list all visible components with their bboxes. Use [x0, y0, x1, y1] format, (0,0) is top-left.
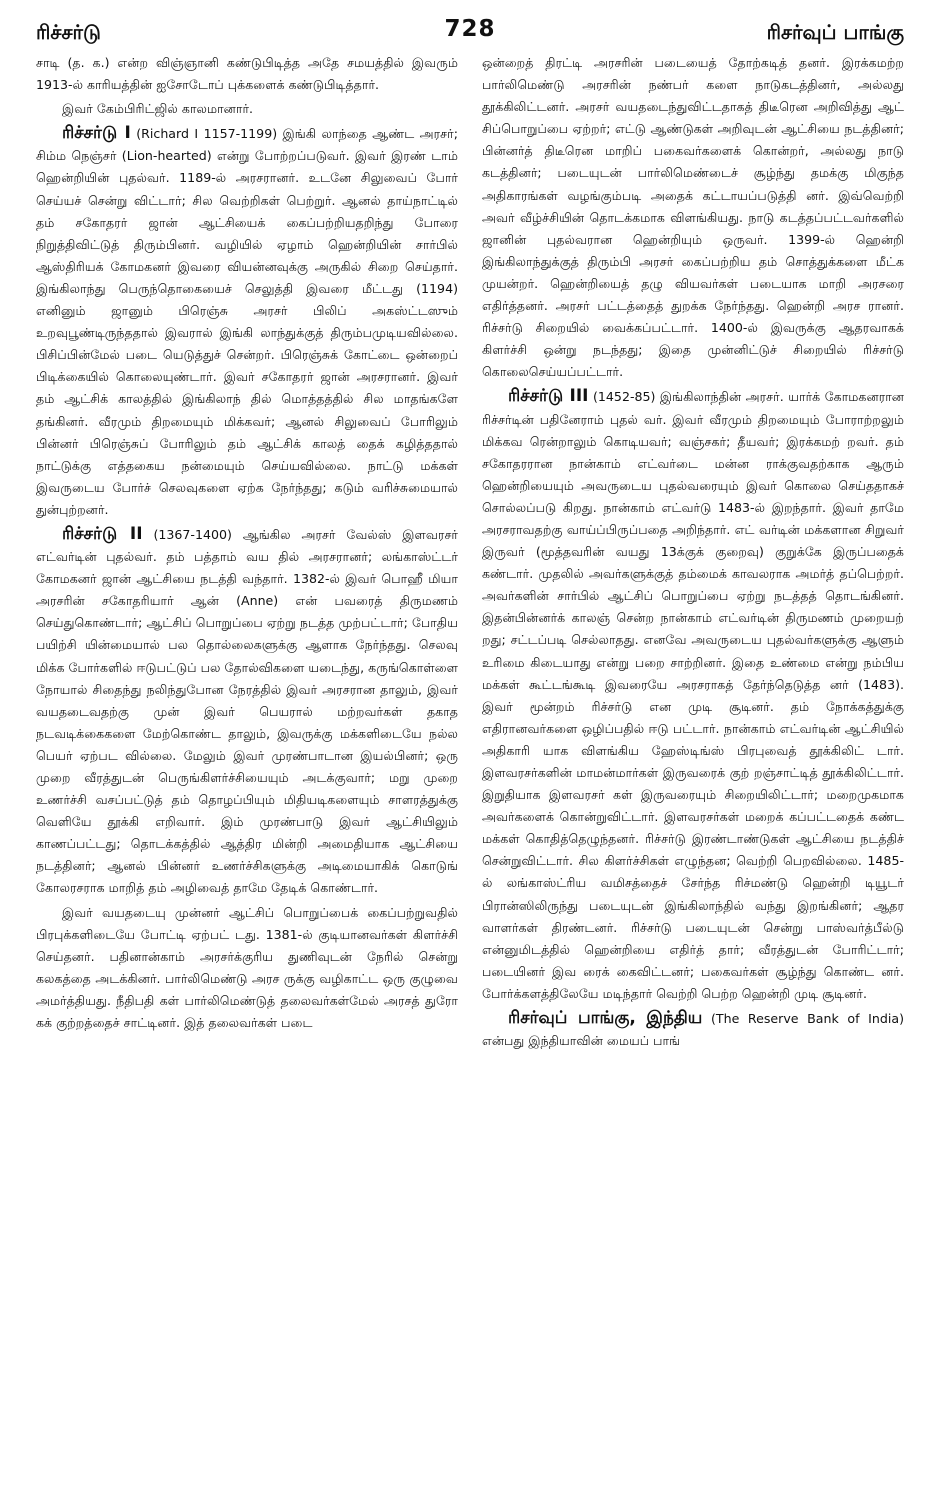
- left-column: [36, 52, 458, 1477]
- text-paragraph: [36, 98, 458, 120]
- entry-text: சாடி (த. க.) என்ற விஞ்ஞானி கண்டுபிடித்த அதே சமயத்தில் இவரும் 1913-ல் காரியத்தின் ஐசோடோப் புக்களைக் கண்டுபிடித்தார்.: [36, 55, 458, 93]
- page-header: [36, 14, 904, 54]
- entry-paragraph: [36, 523, 458, 900]
- entry-text: இவர் கேம்பிரிட்ஜில் காலமானார்.: [62, 101, 254, 117]
- entry-headword: ரிசர்வுப் பாங்கு, இந்திய: [508, 1008, 703, 1029]
- entry-text: (Richard I 1157-1199) இங்கி லாந்தை ஆண்ட அரசர்; சிம்ம நெஞ்சர் (Lion-hearted) என்று போற்றப்படுவர். இவர் இரண் டாம் ஹென்றியின் புதல்வர். 1189-ல் அரசரானர். உடனே சிலுவைப் போர் செய்யச் சென்று விட்டார்; சில வெற்றிகள் பெற்றுர். ஆனல் தாய்நாட்டில் தம் சகோதரர் ஜான் ஆட்சியைக் கைப்பற்றியதறிந்து போரை நிறுத்திவிட்டுத் திரும்பினர். வழியில் ஏழாம் ஹென்றியின் சார்பில் ஆஸ்திரியக் கோமகனர் இவரை வியன்னவுக்கு அருகில் சிறை செய்தார். இங்கிலாந்து பெருந்தொகையைச் செலுத்தி இவரை மீட்டது (1194) எனினும் ஜானும் பிரெஞ்சு அரசர் பிலிப் அகஸ்ட்டஸும் உறவுபூண்டிருந்ததால் இவரால் இங்கி லாந்துக்குத் திரும்பமுடியவில்லை. பிசிப்பின்மேல் படை யெடுத்துச் சென்றர். பிரெஞ்சுக் கோட்டை ஒன்றைப் பிடிக்கையில் கொலையுண்டார். இவர் சகோதரர் ஜான் அரசரானர். இவர் தம் ஆட்சிக் காலத்தில் இங்கிலாந் தில் மொத்தத்தில் சில மாதங்களே தங்கினர். வீரமும் திறமையும் மிக்கவர்; ஆனல் சிலுவைப் போரிலும் பின்னர் பிரெஞ்சுப் போரிலும் தம் ஆட்சிக் காலத் தைக் கழித்ததால் நாட்டுக்கு எத்தகைய நன்மையும் செய்யவில்லை. நாட்டு மக்கள் இவருடைய போர்ச் செலவுகளை ஏற்க நேர்ந்தது; கடும் வரிச்சுமையால் துன்புற்றனர்.: [36, 126, 458, 517]
- text-columns: [36, 52, 904, 1477]
- entry-text: இவர் வயதடையு முன்னர் ஆட்சிப் பொறுப்பைக் கைப்பற்றுவதில் பிரபுக்களிடையே போட்டி ஏற்பட் டது. 1381-ல் குடியானவர்கள் கிளர்ச்சி செய்தனர். பதினான்காம் அரசர்க்குரிய துணிவுடன் நேரில் சென்று கலகத்தை அடக்கினர். பார்லிமெண்டு அரச ருக்கு வழிகாட்ட ஒரு குழுவை அமர்த்தியது. நீதிபதி கள் பார்லிமெண்டுத் தலைவர்கள்மேல் அரசத் துரோ கக் குற்றத்தைச் சாட்டினர். இத் தலைவர்கள் படை: [36, 904, 458, 1031]
- page-number: 728: [444, 16, 496, 42]
- entry-text: (The Reserve Bank of India) என்பது இந்தியாவின் மையப் பாங்: [482, 1011, 904, 1049]
- entry-paragraph: [482, 1007, 904, 1052]
- entry-paragraph: [482, 385, 904, 1005]
- entry-text: ஒன்றைத் திரட்டி அரசரின் படையைத் தோற்கடித் தனர். இரக்கமற்ற பார்லிமெண்டு அரசரின் நண்பர் களை நாடுகடத்தினர், அல்லது தூக்கிலிட்டனர். அரசர் வயதடைந்துவிட்டதாகத் திடீரென அறிவித்து ஆட் சிப்பொறுப்பை ஏற்றர்; எட்டு ஆண்டுகள் அறிவுடன் ஆட்சியை நடத்தினர்; பின்னர்த் திடீரென மாறிப் பகைவர்களைக் கொன்றர், அல்லது நாடு கடத்தினர்; படையுடன் பார்லிமெண்டைச் சூழ்ந்து தமக்கு மிகுந்த அதிகாரங்கள் வழங்கும்படி அதைக் கட்டாயப்படுத்தி னர். இவ்வெற்றி அவர் வீழ்ச்சியின் தொடக்கமாக விளங்கியது. நாடு கடத்தப்பட்டவர்களில் ஜானின் புதல்வரான ஹென்றியும் ஒருவர். 1399-ல் ஹென்றி இங்கிலாந்துக்குத் திரும்பி அரசர் கைப்பற்றிய தம் சொத்துக்களை மீட்க முயன்றர். ஹென்றியைத் தழு வியவர்கள் படையாக மாறி அரசரை எதிர்த்தனர். அரசர் பட்டத்தைத் துறக்க நேர்ந்தது. ஹென்றி அரச ரானர். ரிச்சர்டு சிறையில் வைக்கப்பட்டார். 1400-ல் இவருக்கு ஆதரவாகக் கிளர்ச்சி ஒன்று நடந்தது; இதை முன்னிட்டுச் சிறையில் ரிச்சர்டு கொலைசெய்யப்பட்டார்.: [482, 55, 904, 380]
- header-right-guideword: ரிசர்வுப் பாங்கு: [766, 20, 904, 44]
- entry-paragraph: [36, 122, 458, 521]
- right-column: [482, 52, 904, 1477]
- header-left-guideword: ரிச்சர்டு: [36, 20, 101, 44]
- text-paragraph: [36, 52, 458, 96]
- entry-headword: ரிச்சர்டு II: [62, 523, 143, 544]
- entry-text: (1367-1400) ஆங்கில அரசர் வேல்ஸ் இளவரசர் எட்வர்டின் புதல்வர். தம் பத்தாம் வய தில் அரசரானர்; லங்காஸ்ட்டர் கோமகனர் ஜான் ஆட்சியை நடத்தி வந்தார். 1382-ல் இவர் பொஹீ மியா அரசரின் சகோதரியார் ஆன் (Anne) என் பவரைத் திருமணம் செய்துகொண்டார்; ஆட்சிப் பொறுப்பை ஏற்று நடத்த முற்பட்டார்; போதிய பயிற்சி யின்மையால் பல தொல்லைகளுக்கு ஆளாக நேர்ந்தது. செலவு மிக்க போர்களில் ஈடுபட்டுப் பல தோல்விகளை யடைந்து, கருங்கொள்ளை நோயால் சிதைந்து நலிந்துபோன நேரத்தில் இவர் அரசரான தாலும், இவர் வயதடைவதற்கு முன் இவர் பெயரால் மற்றவர்கள் தகாத நடவடிக்கைகளை மேற்கொண்ட தாலும், இவருக்கு மக்களிடையே நல்ல பெயர் ஏற்பட வில்லை. மேலும் இவர் முரண்பாடான இயல்பினர்; ஒரு முறை வீரத்துடன் பெருங்கிளர்ச்சியையும் அடக்குவார்; மறு முறை உணர்ச்சி வசப்பட்டுத் தம் தொழப்பியும் மிதியடிகளையும் சாளரத்துக்கு வெளியே தூக்கி எறிவார். இம் முரண்பாடு இவர் ஆட்சியிலும் காணப்பட்டது; தொடக்கத்தில் ஆத்திர மின்றி அமைதியாக ஆட்சியை நடத்தினர்; ஆனல் பின்னர் உணர்ச்சிகளுக்கு அடிமையாகிக் கொடுங் கோலரசராக மாறித் தம் அழிவைத் தாமே தேடிக் கொண்டார்.: [36, 526, 458, 896]
- text-paragraph: [482, 52, 904, 383]
- entry-text: (1452-85) இங்கிலாந்தின் அரசர். யார்க் கோமகனரான ரிச்சர்டின் பதினேராம் புதல் வர். இவர் வீரமும் திறமையும் போராற்றலும் மிக்கவ ரென்றாலும் கொடியவர்; வஞ்சகர்; தீயவர்; இரக்கமற் றவர். தம் சகோதரரான நான்காம் எட்வர்டை மன்ன ராக்குவதற்காக ஆரும் ஹென்றியையும் அவருடைய புதல்வரையும் இவர் கொலை செய்ததாகச் சொல்லப்படு கிறது. நான்காம் எட்வர்டு 1483-ல் இறந்தார். இவர் தாமே அரசராவதற்கு வாய்ப்பிருப்பதை அறிந்தார். எட் வர்டின் மக்களான சிறுவர் இருவர் (மூத்தவரின் வயது 13க்குக் குறைவு) குறுக்கே இருப்பதைக் கண்டார். முதலில் அவர்களுக்குத் தம்மைக் காவலராக அமர்த் தப்பெற்றர். அவர்களின் சார்பில் ஆட்சிப் பொறுப்பை ஏற்று நடத்தத் தொடங்கினர். இதன்பின்னர்க் காலஞ் சென்ற நான்காம் எட்வர்டின் திருமணம் முறையற் றது; சட்டப்படி செல்லாதது. எனவே அவருடைய புதல்வர்களுக்கு ஆளும் உரிமை கிடையாது என்று பறை சாற்றினர். இதை உண்மை என்று நம்பிய மக்கள் கூட்டங்கூடி இவரையே அரசராகத் தேர்ந்தெடுத்த னர் (1483). இவர் மூன்றம் ரிச்சர்டு என முடி சூடினர். தம் நோக்கத்துக்கு எதிரானவர்களை ஒழிப்பதில் ஈடு பட்டார். நான்காம் எட்வர்டின் ஆட்சியில் அதிகாரி யாக விளங்கிய ஹேஸ்டிங்ஸ் பிரபுவைத் தூக்கிலிட் டார். இளவரசர்களின் மாமன்மார்கள் இருவரைக் குற் றஞ்சாட்டித் தூக்கிலிட்டார். இறுதியாக இளவரசர் கள் இருவரையும் சிறையிலிட்டார்; மறைமுகமாக அவர்களைக் கொன்றுவிட்டார். இளவரசர்கள் மறைக் கப்பட்டதைக் கண்ட மக்கள் கொதித்தெழுந்தனர். ரிச்சர்டு இரண்டாண்டுகள் ஆட்சியை நடத்திச் சென்றுவிட்டார். சில கிளர்ச்சிகள் எழுந்தன; வெற்றி பெறவில்லை. 1485-ல் லங்காஸ்ட்ரிய வமிசத்தைச் சேர்ந்த ரிச்மண்டு ஹென்றி டியூடர் பிரான்ஸிலிருந்து படையுடன் இங்கிலாந்தில் வந்து இறங்கினர்; ஆதர வாளர்கள் திரண்டனர். ரிச்சர்டு படையுடன் சென்று பாஸ்வர்த்பீல்டு என்னுமிடத்தில் ஹென்றியை எதிர்த் தார்; வீரத்துடன் போரிட்டார்; படையினர் இவ ரைக் கைவிட்டனர்; பகைவர்கள் சூழ்ந்து கொண்ட னர். போர்க்களத்திலேயே மடிந்தார் வெற்றி பெற்ற ஹென்றி முடி சூடினர்.: [482, 389, 904, 1001]
- text-paragraph: [36, 902, 458, 1035]
- entry-headword: ரிச்சர்டு III: [508, 386, 589, 407]
- entry-headword: ரிச்சர்டு I: [62, 123, 131, 144]
